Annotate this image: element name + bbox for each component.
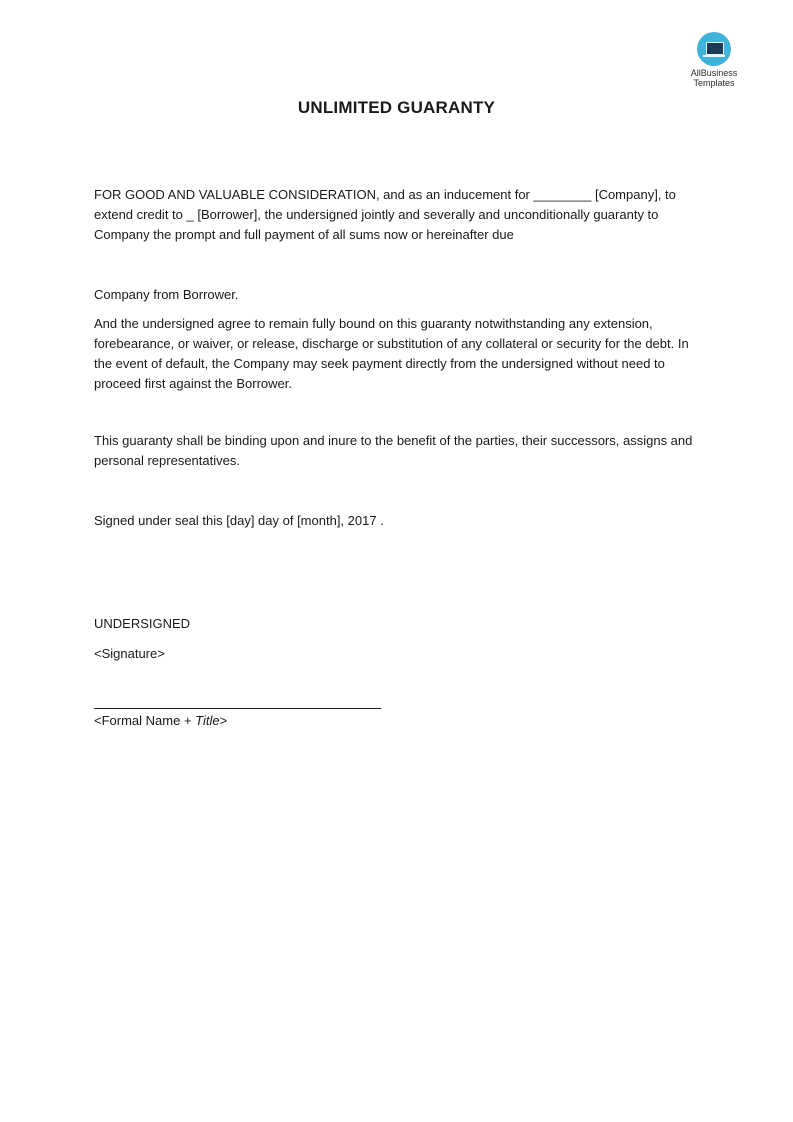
paragraph-consideration: FOR GOOD AND VALUABLE CONSIDERATION, and as an inducement for ________ [Company], to extend credit to _ [Borrower], the undersigned jointly and severally and unconditionally guaranty to Company the prompt and full payment of all sums now or hereinafter due [94, 187, 676, 242]
formal-name-title [94, 711, 227, 731]
formal-name-title-word: Title [195, 713, 220, 728]
signature-line [94, 708, 381, 709]
signature-placeholder: <Signature> [94, 646, 165, 661]
paragraph-binding: This guaranty shall be binding upon and inure to the benefit of the parties, their successors, assigns and personal representatives. [94, 433, 693, 468]
logo-line-1: AllBusiness [690, 68, 738, 78]
laptop-icon [697, 32, 731, 66]
formal-name-suffix: > [219, 713, 228, 728]
allbusiness-logo [684, 32, 744, 88]
logo-line-2: Templates [693, 78, 735, 88]
paragraph-company-from-borrower: Company from Borrower. [94, 287, 239, 302]
paragraph-signed-under-seal: Signed under seal this [day] day of [month], 2017 . [94, 513, 384, 528]
document-title: UNLIMITED GUARANTY [297, 98, 496, 117]
paragraph-agreement: And the undersigned agree to remain fully bound on this guaranty notwithstanding any extension, forebearance, or waiver, or release, discharge or substitution of any collateral or security for the debt. In the event of default, the Company may seek payment directly from the undersigned without need to proceed first against the Borrower. [94, 316, 689, 391]
undersigned-label: UNDERSIGNED [94, 616, 191, 631]
formal-name-prefix: <Formal Name + [94, 713, 196, 728]
logo-text [684, 68, 744, 88]
